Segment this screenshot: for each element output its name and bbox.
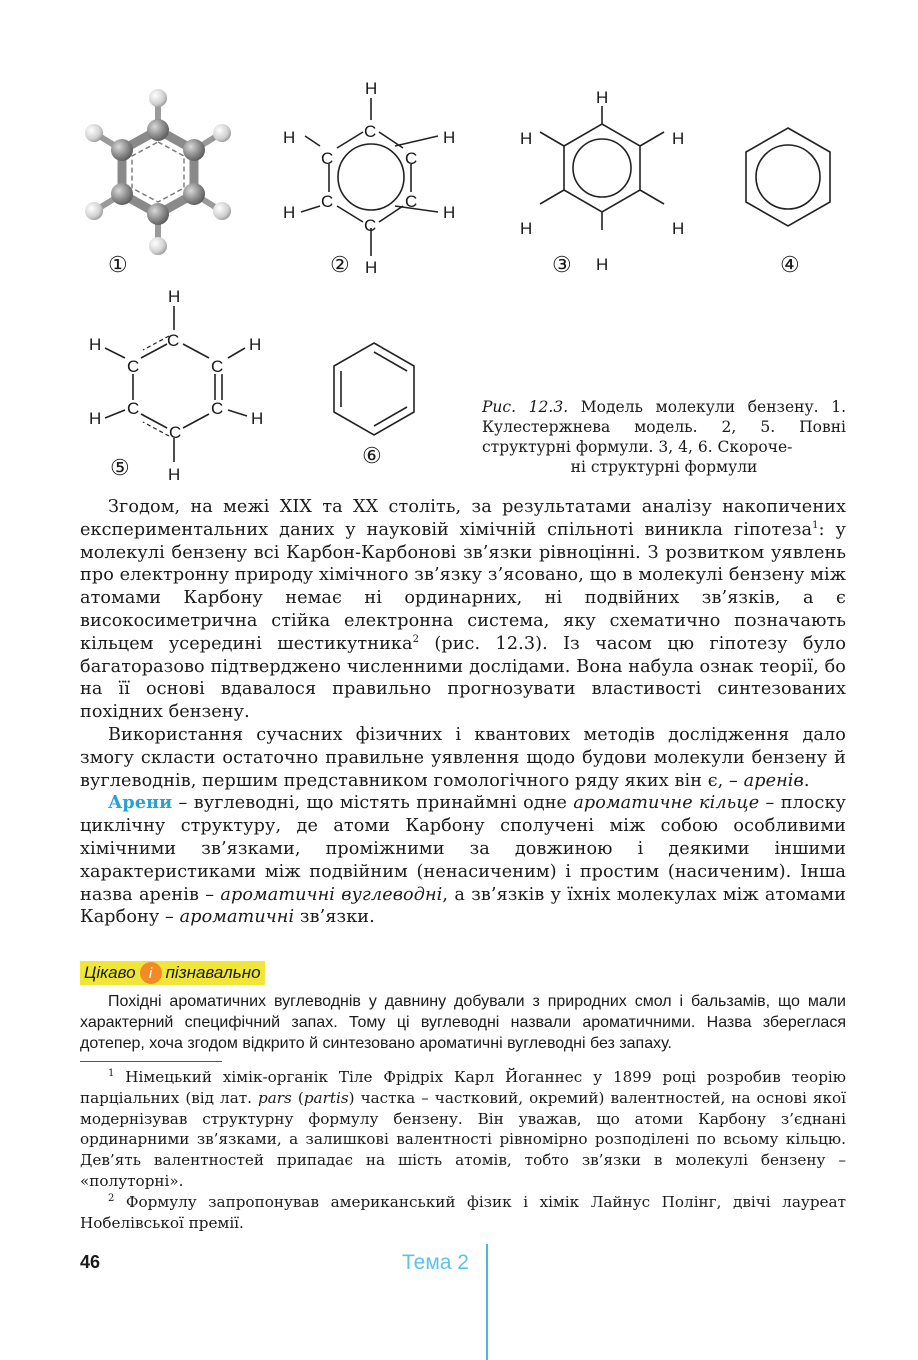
text: зв’язки. [294,907,375,928]
footnote-number: 2 [108,1192,115,1204]
atom-h: H [89,335,102,354]
caption-last-line: ні структурні формули [570,458,758,476]
text: ) частка – частковий, окремий) валентностей, на основі якої модернізував структурну формулу бензену. Він уважав, що атоми Карбону з’єднані ординарними зв’язками, а залишкові валентності рівномірно розподілені по всьому кільцю. Дев’ять валентностей припадає на шість атомів, тобто зв’язки в молекулі бензену – «полуторні». [80,1088,846,1190]
footnote-ref: 1 [812,519,819,531]
figure-reference: Рис. 12.3. [482,398,569,416]
atom-c: C [405,192,418,211]
text: – плоску циклічну структуру, де атоми Карбону сполучені між собою особливими хімічними зв’язками, проміжними за довжиною і деякими іншими характеристиками між подвійним (ненасиченим) і простим (насиченим). Інша назва аренів – [80,793,846,905]
atom-h: H [249,335,262,354]
atom-c: C [364,216,377,235]
footnote-divider [80,1061,222,1062]
footnote-number: 1 [108,1067,115,1079]
emphasis: аренів [743,770,804,791]
text: Німецький хімік-органік Тіле Фрідріх Карл Йоганнес у 1899 році розробив теорію парціальних (від лат. [80,1068,846,1107]
interesting-facts-text: Похідні ароматичних вуглеводнів у давнину добували з природних смол і бальзамів, що мали характерний специфічний запах. Тому ці вуглеводні назвали ароматичними. Назва збереглася дотепер, хоча згодом відкрито й синтезовано ароматичні вуглеводні без запаху. [80,993,846,1052]
footnote [80,1067,846,1192]
emphasis: ароматичне кільце [573,793,760,814]
atom-h: H [596,88,609,107]
atom-h: H [283,128,296,147]
atom-h: H [365,79,378,98]
atom-h: H [283,203,296,222]
figure-label-2: ② [330,253,350,278]
paragraph [80,724,846,792]
atom-h: H [596,255,609,274]
text: ( [291,1088,304,1107]
atom-h: H [251,409,264,428]
atom-h: H [520,129,533,148]
emphasis: pars [258,1088,292,1107]
footnote [80,1192,846,1234]
atom-c: C [167,331,180,350]
caption-text: Модель молекули бензену. 1. Кулестержнева модель. 2, 5. Повні структурні формули. 3, 4, 6. Скороче- [482,398,846,456]
atom-h: H [520,219,533,238]
atom-c: C [127,399,140,418]
chapter-theme: Тема 2 [402,1251,469,1274]
atom-c: C [211,357,224,376]
footnotes [80,1067,846,1233]
atom-c: C [211,399,224,418]
benzene-structural-formula-circle [275,78,475,278]
paragraph [80,792,846,929]
figure-label-4: ④ [780,253,800,278]
text: . [803,770,810,791]
text: : у молекулі бензену всі Карбон-Карбонові зв’язки рівноцінні. З розвитком уявлень про електронну природу хімічного зв’язку з’ясовано, що в молекулі бензену між атомами Карбону немає ні ординарних, ні подвійних зв’язків, а є високосиметрична стійка електронна система, яку схематично позначають кільцем усередині шестикутника [80,519,846,654]
info-icon: і [140,962,162,984]
text: Згодом, на межі XIX та XX століть, за результатами аналізу накопичених експериментальних даних у науковій хімічній спільноті виникла гіпотеза [80,497,846,540]
atom-h: H [89,409,102,428]
text: (рис. 12.3). Із часом цю гіпотезу було багаторазово підтверджено численними дослідами. Вона набула ознак теорії, бо на її основі вдавалося правильно прогнозувати властивості синтезованих похідних бензену. [80,633,847,723]
atom-c: C [169,423,182,442]
text: Формулу запропонував американський фізик і хімік Лайнус Полінг, двічі лауреат Нобелівської премії. [80,1192,846,1232]
benzene-ball-stick-model [80,88,240,258]
tag-label-left: Цікаво [84,963,136,982]
definition-term: Арени [108,792,173,814]
emphasis: partis [303,1088,349,1107]
atom-c: C [321,149,334,168]
tag-label-right: пізнавально [165,963,261,982]
text: – вуглеводні, що містять принаймні одне [172,793,574,814]
interesting-facts-tag [80,961,265,985]
figure-label-3: ③ [552,253,572,278]
page-number: 46 [80,1252,101,1272]
benzene-hexagon-circle [746,128,846,228]
benzene-skeletal-with-hydrogens [512,84,712,284]
atom-h: H [168,465,181,484]
atom-c: C [321,192,334,211]
atom-h: H [168,287,181,306]
emphasis: ароматичні вуглеводні [220,884,443,905]
paragraph [80,496,846,724]
emphasis: ароматичні [179,907,295,928]
atom-h: H [365,258,378,277]
atom-c: C [364,122,377,141]
text: , а зв’язків у їхніх молекулах між атомами Карбону – [80,884,847,928]
figure-label-5: ⑤ [110,456,130,481]
footnote-ref: 2 [412,633,420,645]
atom-h: H [672,219,685,238]
atom-h: H [443,203,456,222]
atom-c: C [127,357,140,376]
atom-c: C [405,149,418,168]
figure-label-1: ① [108,253,128,278]
benzene-kekule-skeletal [332,343,432,443]
footer-divider [486,1244,488,1360]
atom-h: H [672,129,685,148]
text: Використання сучасних фізичних і квантових методів дослідження дало змогу скласти остаточно правильне уявлення щодо будови молекули бензену й вуглеводнів, першим представником гомологічного ряду яких він є, – [80,724,846,791]
atom-h: H [443,128,456,147]
main-text [80,496,846,929]
figure-caption [482,397,846,477]
figure-label-6: ⑥ [362,444,382,469]
